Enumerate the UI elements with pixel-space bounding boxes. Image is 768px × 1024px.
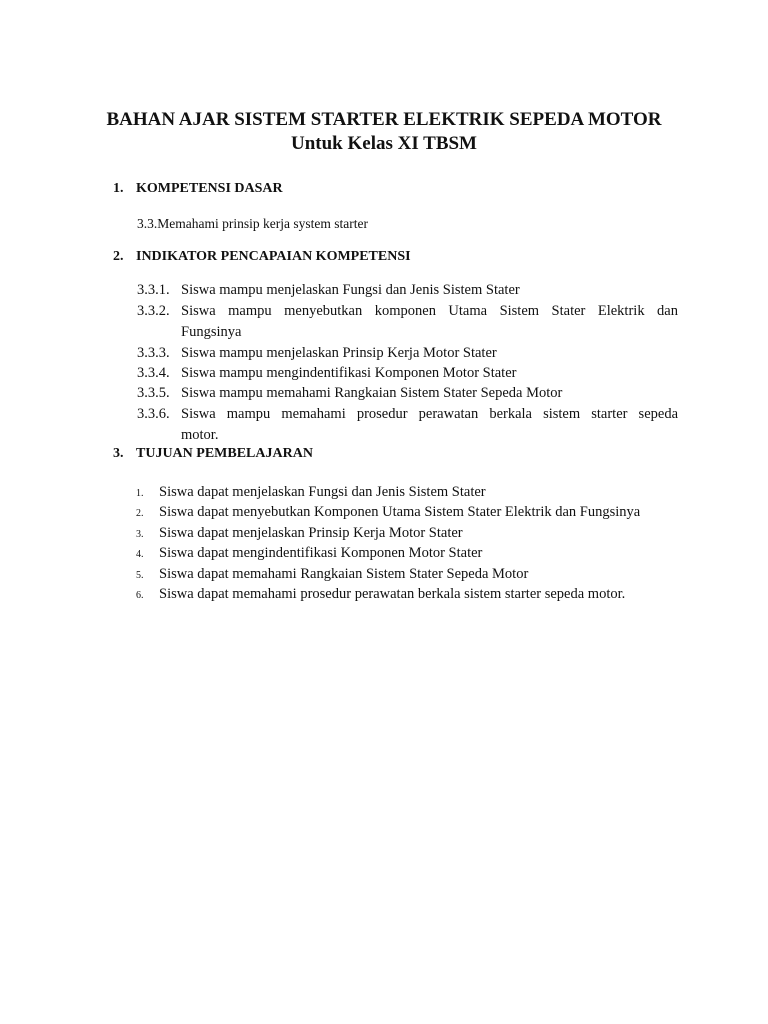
document-title: BAHAN AJAR SISTEM STARTER ELEKTRIK SEPEDA MOTOR	[106, 109, 662, 130]
item-text: Siswa dapat mengindentifikasi Komponen Motor Stater	[159, 545, 483, 561]
item-text: Siswa dapat memahami prosedur perawatan berkala sistem starter sepeda motor.	[159, 586, 626, 602]
item-number: 3.3.	[137, 216, 158, 231]
item-text: Siswa dapat menjelaskan Prinsip Kerja Motor Stater	[159, 525, 463, 541]
section-number: 2.	[113, 249, 124, 264]
item-number: 3.	[136, 529, 144, 540]
item-number: 3.3.1.	[137, 282, 170, 298]
item-text: Memahami prinsip kerja system starter	[157, 216, 368, 231]
item-text: Siswa mampu memahami prosedur perawatan berkala sistem starter sepeda	[181, 406, 678, 422]
section-heading: KOMPETENSI DASAR	[136, 181, 283, 196]
item-text: Siswa dapat memahami Rangkaian Sistem Stater Sepeda Motor	[159, 566, 529, 582]
section-heading: INDIKATOR PENCAPAIAN KOMPETENSI	[136, 249, 411, 264]
item-number: 3.3.2.	[137, 303, 170, 319]
item-text: Siswa mampu memahami Rangkaian Sistem Stater Sepeda Motor	[181, 385, 563, 401]
item-number: 6.	[136, 590, 144, 601]
item-text: Siswa dapat menjelaskan Fungsi dan Jenis Sistem Stater	[159, 484, 486, 500]
list-item	[137, 216, 368, 232]
item-text: Siswa mampu menjelaskan Fungsi dan Jenis Sistem Stater	[181, 282, 520, 298]
item-text: Siswa mampu menjelaskan Prinsip Kerja Motor Stater	[181, 345, 497, 361]
section-number: 1.	[113, 181, 124, 196]
item-text: Siswa mampu mengindentifikasi Komponen Motor Stater	[181, 365, 517, 381]
item-number: 4.	[136, 549, 144, 560]
item-number: 3.3.4.	[137, 365, 170, 381]
item-text-continued: motor.	[181, 427, 219, 443]
item-text-continued: Fungsinya	[181, 324, 242, 340]
item-number: 2.	[136, 508, 144, 519]
item-number: 3.3.6.	[137, 406, 170, 422]
item-number: 3.3.3.	[137, 345, 170, 361]
item-number: 1.	[136, 488, 144, 499]
item-text: Siswa mampu menyebutkan komponen Utama Sistem Stater Elektrik dan	[181, 303, 678, 319]
document-subtitle: Untuk Kelas XI TBSM	[290, 133, 477, 154]
item-text: Siswa dapat menyebutkan Komponen Utama Sistem Stater Elektrik dan Fungsinya	[159, 504, 641, 520]
section-heading: TUJUAN PEMBELAJARAN	[136, 446, 313, 461]
item-number: 3.3.5.	[137, 385, 170, 401]
section-number: 3.	[113, 446, 124, 461]
item-number: 5.	[136, 570, 144, 581]
